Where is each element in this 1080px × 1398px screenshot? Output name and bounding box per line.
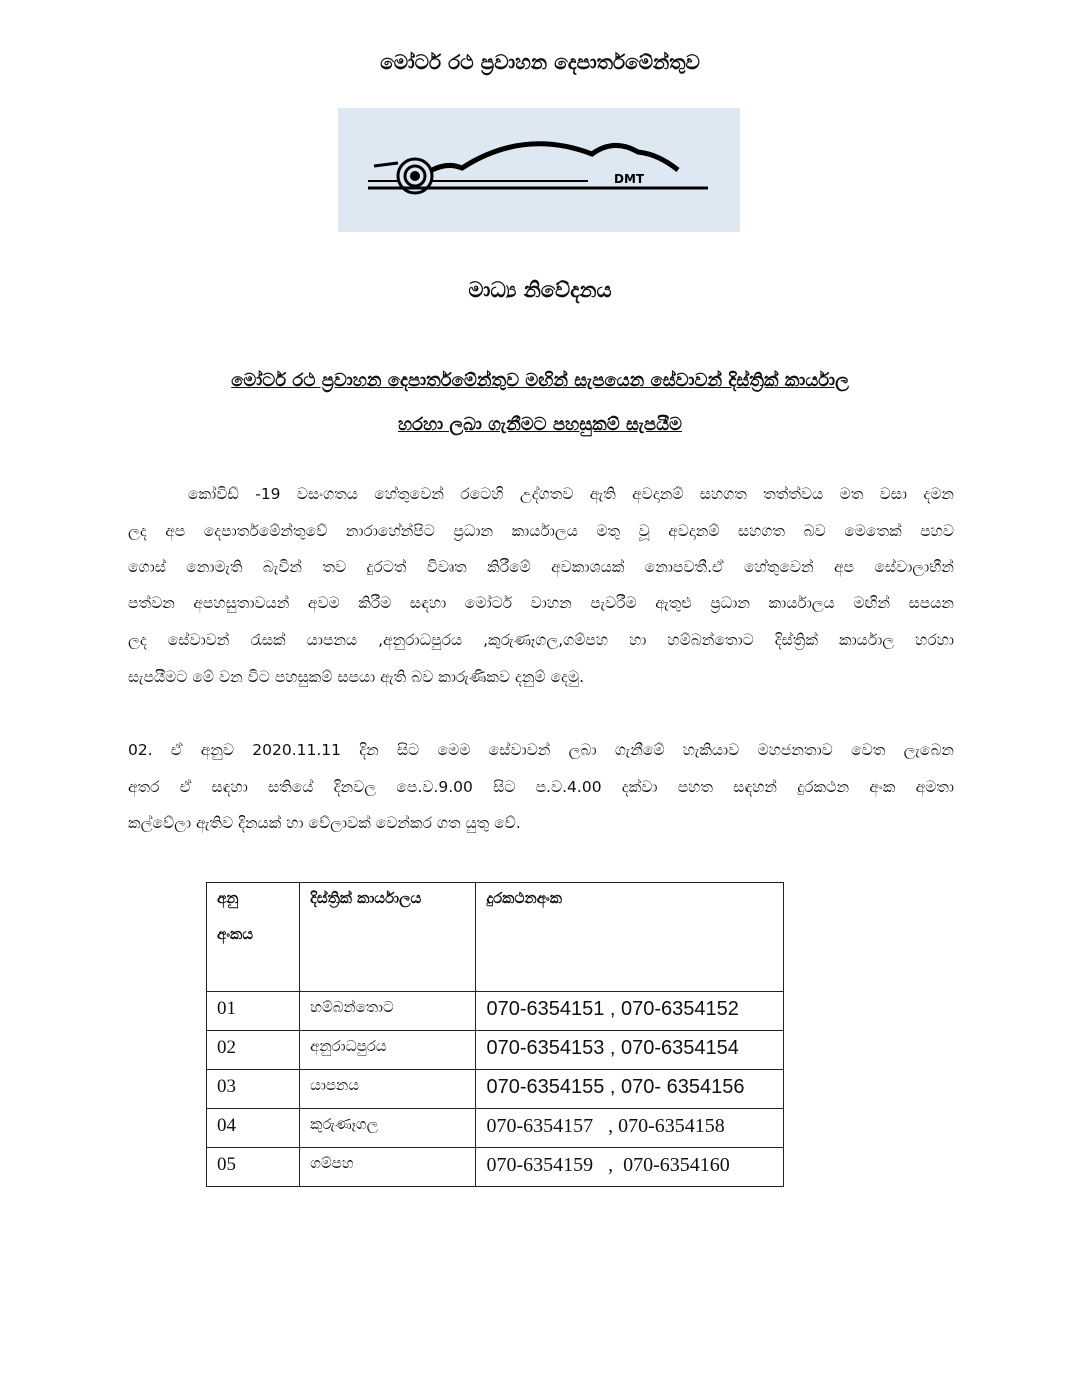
row-number: 01 [207, 992, 300, 1031]
row-number: 04 [207, 1109, 300, 1148]
district-phone-table [206, 882, 784, 1187]
dmt-logo [338, 108, 740, 232]
subheading-line-2: හරහා ලබා ගැනීමට පහසුකම් සැපයීම [398, 414, 682, 435]
row-district: හම්බන්තොට [300, 992, 476, 1031]
subheading-line-1: මෝටර් රථ ප්‍රවාහන දෙපාර්තමේන්තුව මඟින් සැපයෙන සේවාවන් දිස්ත්‍රික් කාර්යාල [231, 370, 849, 391]
table-row [207, 1031, 784, 1070]
row-phones: 070-6354155 , 070- 6354156 [476, 1070, 784, 1109]
row-number: 02 [207, 1031, 300, 1070]
paragraph-1-line: ලද සේවාවන් රැසක් යාපනය ,අනුරාධපුරය ,කුරුණෑගල,ගම්පහ හා හම්බන්තොට දිස්ත්‍රික් කාර්යාල හරහා [128, 631, 954, 649]
header-serial-line-2: අංකය [217, 925, 254, 943]
header-district: දිස්ත්‍රික් කාර්යාලය [300, 883, 476, 992]
table-header-row [207, 883, 784, 992]
row-number: 03 [207, 1070, 300, 1109]
table-row [207, 992, 784, 1031]
row-district: අනුරාධපුරය [300, 1031, 476, 1070]
paragraph-1-line: කෝවිඩ් -19 වසංගතය හේතුවෙන් රටෙහි උද්ගතව ඇති අවදානම් සහගත තත්ත්වය මත වසා දමන [188, 485, 954, 503]
media-release-title: මාධ්‍ය නිවේදනය [468, 278, 612, 302]
row-district: යාපනය [300, 1070, 476, 1109]
row-phones: 070-6354151 , 070-6354152 [476, 992, 784, 1031]
table-row [207, 1070, 784, 1109]
paragraph-2-line: 02. ඒ අනුව 2020.11.11 දින සිට මෙම සේවාවන් ලබා ගැනීමේ හැකියාව මහජනතාව වෙත ලැබෙන [128, 741, 954, 759]
table-row [207, 1148, 784, 1187]
logo-text: DMT [614, 172, 645, 186]
row-phones: 070-6354153 , 070-6354154 [476, 1031, 784, 1070]
paragraph-1-line: සැපයීමට මේ වන විට පහසුකම් සපයා ඇති බව කාරුණිකව දනුම් දෙමු. [128, 668, 585, 686]
row-phones: 070-6354157 , 070-6354158 [476, 1109, 784, 1148]
header-phone: දුරකථනඅංක [476, 883, 784, 992]
paragraph-2-line: කල්වේලා ඇතිව දිනයක් හා වේලාවක් වෙන්කර ගත යුතු වේ. [128, 814, 521, 832]
department-title: මෝටර් රථ ප්‍රවාහන දෙපාර්තමේන්තුව [380, 50, 700, 74]
paragraph-2-line: අතර ඒ සඳහා සතියේ දිනවල පෙ.ව.9.00 සිට ප.ව.4.00 දක්වා පහත සඳහන් දුරකථන අංක අමතා [128, 778, 954, 796]
paragraph-1-line: පත්වන අපහසුතාවයන් අවම කිරීම සඳහා මෝටර් වාහන පැවරීම ඇතුළු ප්‍රධාන කාර්යාලය මඟින් සපයන [128, 594, 954, 612]
row-district: කුරුණෑගල [300, 1109, 476, 1148]
table-row [207, 1109, 784, 1148]
header-serial [207, 883, 300, 992]
row-number: 05 [207, 1148, 300, 1187]
row-phones: 070-6354159 , 070-6354160 [476, 1148, 784, 1187]
paragraph-1-line: ගොස් නොමැති බැවින් තව දුරටත් විවෘත කිරීමේ අවකාශයක් නොපවතී.ඒ හේතුවෙන් අප සේවාලාභීන් [128, 558, 954, 576]
header-serial-line-1: අනු [217, 889, 239, 907]
row-district: ගම්පහ [300, 1148, 476, 1187]
paragraph-1-line: ලද අප දෙපාර්තමේන්තුවේ නාරාහේන්පිට ප්‍රධාන කාර්යාලය මතු වූ අවදානම් සහගත බව මෙතෙක් පහව [128, 522, 954, 540]
